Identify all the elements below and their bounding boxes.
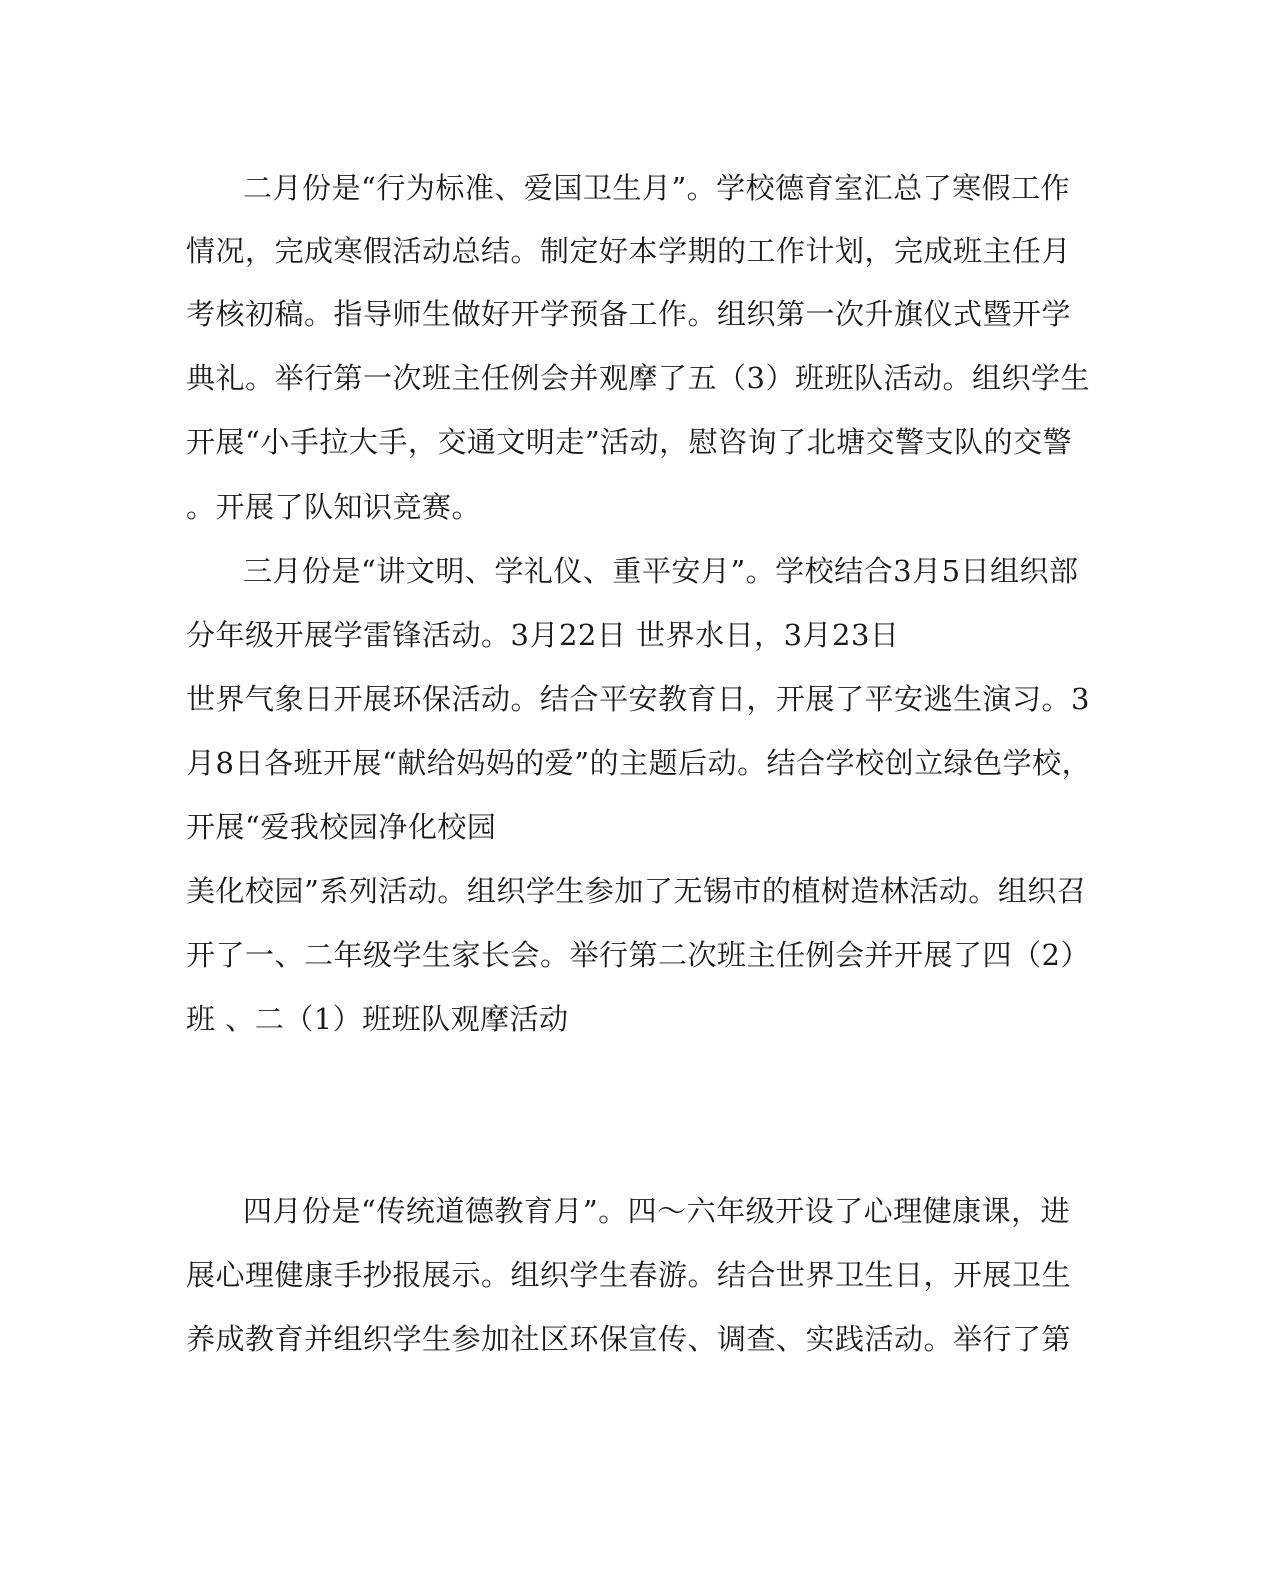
paragraph-1-line-6: 。开展了队知识竞赛。 bbox=[186, 490, 482, 524]
paragraph-1-line-5: 开展“小手拉大手，交通文明走”活动，慰咨询了北塘交警支队的交警 bbox=[186, 425, 1073, 459]
paragraph-2-line-1: 三月份是“讲文明、学礼仪、重平安月”。学校结合3月5日组织部 bbox=[243, 554, 1079, 588]
paragraph-1-line-4: 典礼。举行第一次班主任例会并观摩了五（3）班班队活动。组织学生 bbox=[186, 361, 1090, 395]
paragraph-2-line-6: 美化校园”系列活动。组织学生参加了无锡市的植树造林活动。组织召 bbox=[186, 874, 1087, 908]
paragraph-3-line-3: 养成教育并组织学生参加社区环保宣传、调查、实践活动。举行了第 bbox=[186, 1322, 1072, 1356]
paragraph-3-line-1: 四月份是“传统道德教育月”。四～六年级开设了心理健康课，进 bbox=[243, 1194, 1071, 1228]
paragraph-2-line-8: 班 、二（1）班班队观摩活动 bbox=[186, 1002, 569, 1036]
paragraph-3-line-2: 展心理健康手抄报展示。组织学生春游。结合世界卫生日，开展卫生 bbox=[186, 1258, 1072, 1292]
paragraph-2-line-7: 开了一、二年级学生家长会。举行第二次班主任例会并开展了四（2） bbox=[186, 938, 1090, 972]
paragraph-2-line-3: 世界气象日开展环保活动。结合平安教育日，开展了平安逃生演习。3 bbox=[186, 682, 1090, 716]
paragraph-1-line-3: 考核初稿。指导师生做好开学预备工作。组织第一次升旗仪式暨开学 bbox=[186, 297, 1072, 331]
paragraph-1-line-2: 情况，完成寒假活动总结。制定好本学期的工作计划，完成班主任月 bbox=[186, 234, 1072, 268]
paragraph-2-line-5: 开展“爱我校园净化校园 bbox=[186, 810, 497, 844]
paragraph-2-line-2: 分年级开展学雷锋活动。3月22日 世界水日，3月23日 bbox=[186, 618, 900, 652]
paragraph-1-line-1: 二月份是“行为标准、爱国卫生月”。学校德育室汇总了寒假工作 bbox=[243, 171, 1071, 205]
paragraph-2-line-4: 月8日各班开展“献给妈妈的爱”的主题后动。结合学校创立绿色学校， bbox=[186, 746, 1092, 780]
